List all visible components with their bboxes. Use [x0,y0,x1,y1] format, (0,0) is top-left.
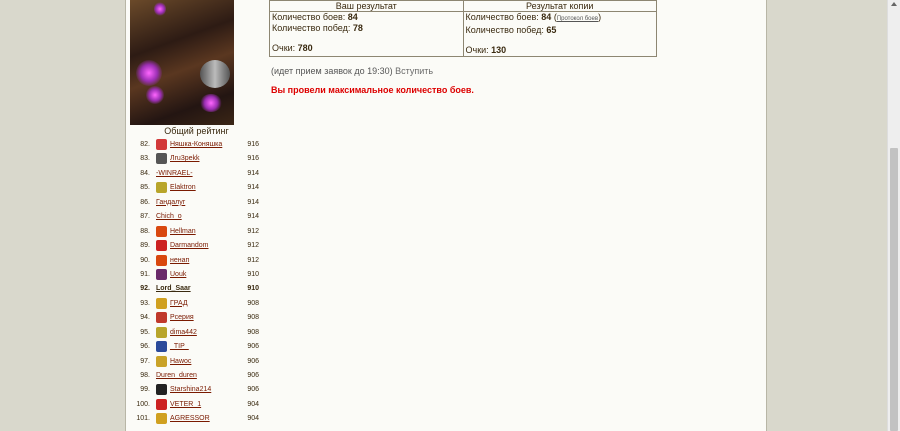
player-link[interactable]: Elaktron [170,184,196,192]
rating-score: 914 [247,169,259,177]
rating-score: 906 [247,372,259,379]
rating-row [130,138,263,152]
copy-result-cell: Количество боев: 84 (Протокол боев) Количество побед: 65 Очки: 130 [463,12,657,57]
red-cross-emblem-icon [156,312,167,323]
rating-row [130,383,263,397]
your-battles-value: 84 [347,12,358,22]
rating-rank: 90. [140,256,150,264]
points-label: Очки: [272,43,296,53]
rating-score: 916 [247,155,259,163]
rating-rank: 93. [140,299,150,307]
rating-rank: 92. [140,285,150,293]
rating-rank: 101. [136,415,150,423]
red-emblem-icon [156,399,167,410]
red-star-icon [156,139,167,150]
rating-row [130,340,263,354]
battles-label: Количество боев: [272,12,346,22]
crown-icon [156,413,167,424]
join-link[interactable]: Вступить [395,66,434,76]
player-link[interactable]: Chich_o [156,213,182,221]
s-emblem-icon [156,255,167,266]
rating-score: 914 [247,184,259,192]
red-emblem-icon [156,240,167,251]
flame-emblem-icon [156,226,167,237]
player-link[interactable]: Duren_duren [156,372,197,379]
rating-score: 912 [247,242,259,250]
guild-shield-icon [156,182,167,193]
rating-score: 910 [247,285,259,293]
rating-score: 912 [247,227,259,235]
results-table [269,0,657,57]
your-points-value: 780 [297,43,313,53]
player-link[interactable]: Лru3pekk [170,155,200,163]
rating-rank: 83. [140,155,150,163]
copy-points-value: 130 [491,45,507,55]
rating-row [130,268,263,282]
player-link[interactable]: AGRESSOR [170,415,210,423]
bat-emblem-icon [156,384,167,395]
wings-icon [156,153,167,164]
rating-row [130,398,263,412]
rating-row [130,355,263,369]
battle-protocol-link[interactable]: Протокол боев [556,16,599,22]
copy-wins-value: 65 [546,25,557,35]
rating-title: Общий рейтинг [164,126,229,136]
rating-score: 908 [247,299,259,307]
queue-status [271,66,433,76]
player-link[interactable]: Darmandom [170,242,209,250]
flag-emblem-icon [156,341,167,352]
rating-row [130,167,263,181]
player-link[interactable]: Гандалуг [156,198,186,206]
rating-row [130,181,263,195]
your-wins-value: 78 [352,23,363,33]
player-link[interactable]: Hellman [170,227,196,235]
player-link[interactable]: Starshina214 [170,386,212,394]
rating-rank: 88. [140,227,150,235]
rating-list [130,138,263,427]
queue-text: (идет прием заявок до 19:30) [271,66,393,76]
battles-label: Количество боев: [465,12,539,22]
rating-score: 906 [247,343,259,351]
player-link[interactable]: ненап [170,256,190,264]
rating-row [130,311,263,325]
rating-rank: 98. [140,372,150,379]
scroll-thumb[interactable] [890,148,898,431]
max-battles-message: Вы провели максимальное количество боев. [271,85,474,95]
rating-rank: 87. [140,213,150,221]
rating-score: 906 [247,386,259,394]
rating-rank: 100. [136,400,150,408]
rating-rank: 97. [140,357,150,365]
rating-score: 914 [247,198,259,206]
rating-rank: 84. [140,169,150,177]
rating-score: 914 [247,213,259,221]
player-link[interactable]: VETER_1 [170,400,202,408]
gk-emblem-icon [156,269,167,280]
rating-score: 910 [247,270,259,278]
rating-row [130,225,263,239]
rating-row [130,412,263,426]
scrollbar[interactable] [887,0,900,431]
points-label: Очки: [465,45,489,55]
rating-score: 904 [247,400,259,408]
copy-battles-value: 84 [541,12,552,22]
rating-row [130,196,263,210]
player-link[interactable]: ГРАД [170,299,188,307]
your-result-header: Ваш результат [270,1,464,12]
copy-result-header: Результат копии [463,1,657,12]
rating-row [130,326,263,340]
rating-row [130,254,263,268]
rating-score: 906 [247,357,259,365]
rating-rank: 99. [140,386,150,394]
rating-score: 908 [247,328,259,336]
wins-label: Количество побед: [272,23,351,33]
rating-rank: 89. [140,242,150,250]
guild-shield-icon [156,327,167,338]
player-link[interactable]: dima442 [170,328,197,336]
rating-score: 912 [247,256,259,264]
player-link[interactable]: Няшка-Коняшка [170,141,223,148]
rating-rank: 86. [140,198,150,206]
rating-rank: 91. [140,270,150,278]
rating-row [130,210,263,224]
rating-row [130,282,263,296]
rating-score: 916 [247,141,259,148]
rating-score: 904 [247,415,259,423]
crown-icon [156,298,167,309]
player-link[interactable]: Lord_Saar [156,285,191,293]
character-image [130,0,234,125]
scroll-up-arrow-icon[interactable] [891,2,897,6]
player-link[interactable]: Рсерия [170,314,194,322]
player-link[interactable]: _TIP_ [170,343,189,351]
rating-rank: 96. [140,343,150,351]
rating-rank: 94. [140,314,150,322]
player-link[interactable]: Hawoc [170,357,192,365]
wins-label: Количество побед: [465,25,544,35]
your-result-cell [270,12,464,57]
rating-row [130,369,263,383]
player-link[interactable]: -WINRAEL- [156,169,193,177]
rating-row [130,297,263,311]
cross-emblem-icon [156,356,167,367]
rating-rank: 95. [140,328,150,336]
rating-rank: 82. [140,141,150,148]
rating-row [130,152,263,166]
rating-rank: 85. [140,184,150,192]
rating-score: 908 [247,314,259,322]
rating-row [130,239,263,253]
player-link[interactable]: Uouk [170,270,187,278]
